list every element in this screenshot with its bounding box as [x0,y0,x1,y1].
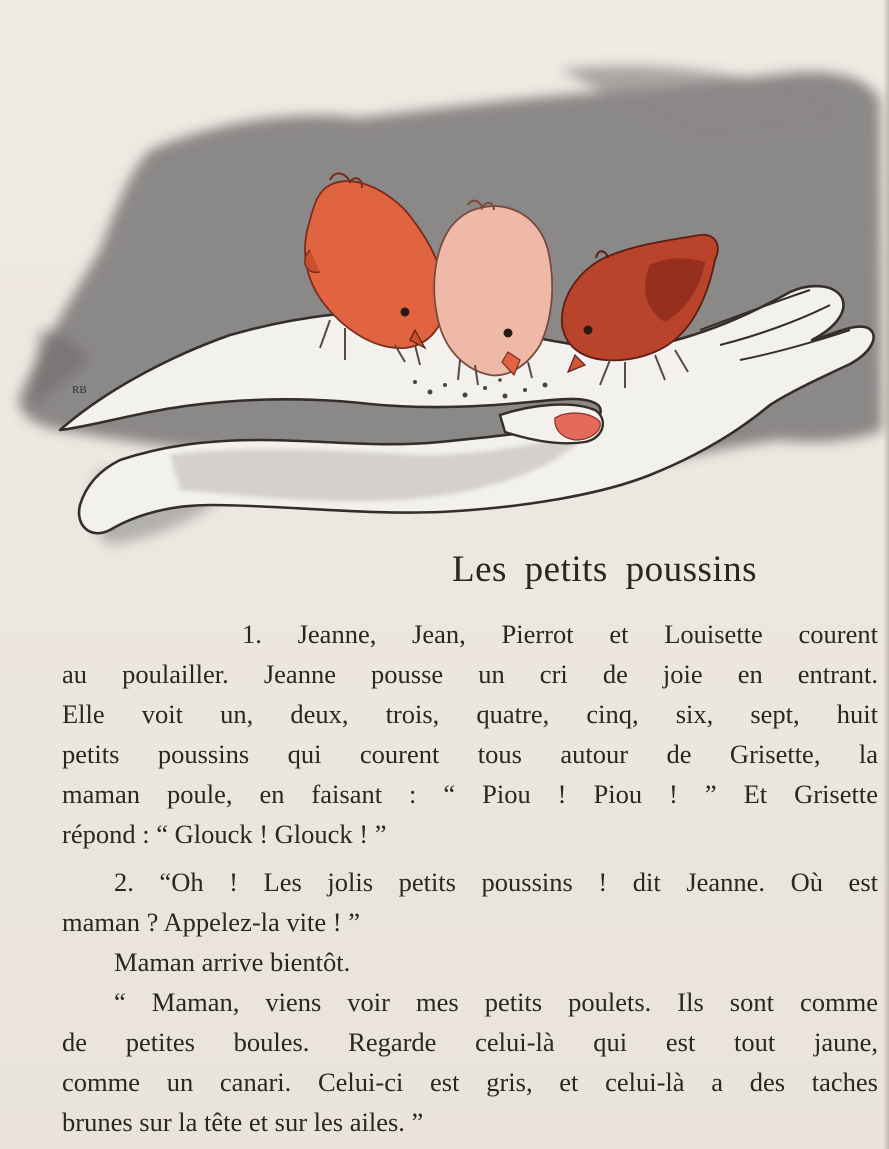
paragraph-1-line-1: 1. Jeanne, Jean, Pierrot et Louisette courent [242,619,878,649]
paragraph-2 [62,862,878,1142]
paragraph-2-line-1: 2. “Oh ! Les jolis petits poussins ! dit Jeanne. Où est [114,867,878,897]
paragraph-2-line-7: brunes sur la tête et sur les ailes. ” [62,1107,424,1137]
paragraph-2-line-4: “ Maman, viens voir mes petits poulets. Ils sont comme [114,987,878,1017]
story-title: Les petits poussins [452,549,758,590]
paragraph-1-line-3: Elle voit un, deux, trois, quatre, cinq, six, sept, huit [62,699,878,729]
paragraph-2-line-2: maman ? Appelez-la vite ! ” [62,907,360,937]
paragraph-2-line-6: comme un canari. Celui-ci est gris, et celui-là a des taches [62,1067,878,1097]
paragraph-1 [62,614,878,854]
hand-with-chicks-illustration [0,0,889,560]
page-edge-shadow [883,0,889,1149]
paragraph-1-line-6: répond : “ Glouck ! Glouck ! ” [62,819,387,849]
paragraph-1-line-5: maman poule, en faisant : “ Piou ! Piou ! ” Et Grisette [62,779,878,809]
paragraph-1-line-2: au poulailler. Jeanne pousse un cri de joie en entrant. [62,659,878,689]
paragraph-1-line-4: petits poussins qui courent tous autour de Grisette, la [62,739,878,769]
paragraph-2-line-5: de petites boules. Regarde celui-là qui est tout jaune, [62,1027,878,1057]
paragraph-2-line-3: Maman arrive bientôt. [114,947,351,977]
artist-signature: RB [72,384,87,396]
